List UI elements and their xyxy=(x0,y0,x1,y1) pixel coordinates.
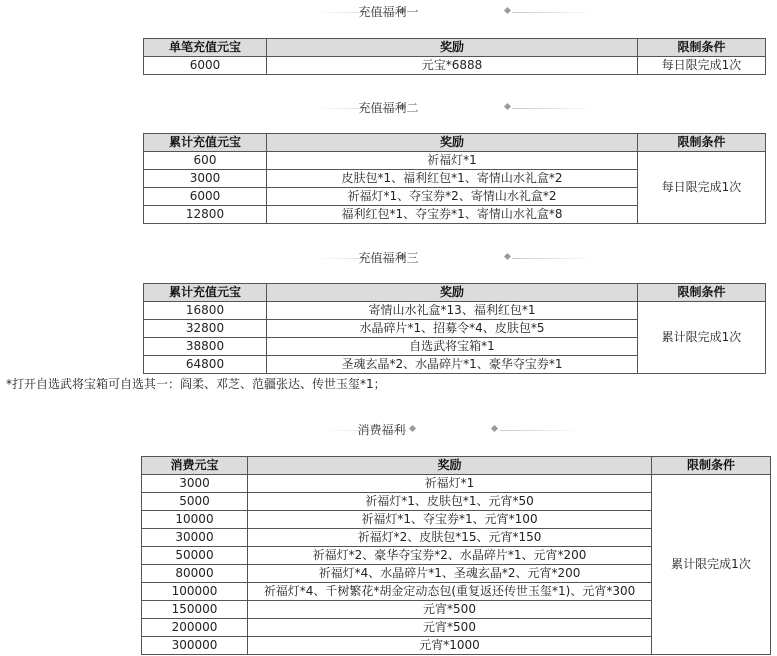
limit-cell: 累计限完成1次 xyxy=(638,302,766,374)
header-reward: 奖励 xyxy=(267,134,638,152)
heading-divider-right xyxy=(500,430,582,431)
amount-cell: 3000 xyxy=(144,170,267,188)
reward-cell: 祈福灯*2、豪华夺宝券*2、水晶碎片*1、元宵*200 xyxy=(248,547,652,565)
reward-cell: 祈福灯*4、水晶碎片*1、圣魂玄晶*2、元宵*200 xyxy=(248,565,652,583)
reward-cell: 祈福灯*4、千树繁花*胡金定动态包(重复返还传世玉玺*1)、元宵*300 xyxy=(248,583,652,601)
table-row xyxy=(144,152,766,170)
section-title: 充值福利三 xyxy=(358,251,419,265)
header-reward: 奖励 xyxy=(248,457,652,475)
header-amount: 累计充值元宝 xyxy=(144,284,267,302)
amount-cell: 200000 xyxy=(142,619,248,637)
heading-divider-right xyxy=(512,258,594,259)
reward-cell: 元宝*6888 xyxy=(267,57,638,75)
table-row xyxy=(144,302,766,320)
heading-divider-right xyxy=(512,108,594,109)
reward-cell: 祈福灯*1、夺宝券*2、寄情山水礼盒*2 xyxy=(267,188,638,206)
recharge-table-2 xyxy=(143,133,766,224)
reward-cell: 元宵*500 xyxy=(248,619,652,637)
header-limit: 限制条件 xyxy=(638,39,766,57)
amount-cell: 10000 xyxy=(142,511,248,529)
reward-cell: 祈福灯*2、皮肤包*15、元宵*150 xyxy=(248,529,652,547)
reward-cell: 圣魂玄晶*2、水晶碎片*1、豪华夺宝券*1 xyxy=(267,356,638,374)
amount-cell: 80000 xyxy=(142,565,248,583)
header-amount: 消费元宝 xyxy=(142,457,248,475)
limit-cell: 每日限完成1次 xyxy=(638,57,766,75)
reward-cell: 自选武将宝箱*1 xyxy=(267,338,638,356)
reward-cell: 福利红包*1、夺宝券*1、寄情山水礼盒*8 xyxy=(267,206,638,224)
header-reward: 奖励 xyxy=(267,284,638,302)
amount-cell: 16800 xyxy=(144,302,267,320)
amount-cell: 6000 xyxy=(144,188,267,206)
reward-cell: 水晶碎片*1、招募令*4、皮肤包*5 xyxy=(267,320,638,338)
table-header-row xyxy=(144,39,766,57)
recharge-table-1 xyxy=(143,38,766,75)
table-header-row xyxy=(144,134,766,152)
header-limit: 限制条件 xyxy=(638,134,766,152)
section-heading-1 xyxy=(0,2,777,22)
reward-cell: 皮肤包*1、福利红包*1、寄情山水礼盒*2 xyxy=(267,170,638,188)
section-title: 消费福利 xyxy=(357,423,406,437)
reward-cell: 祈福灯*1、夺宝券*1、元宵*100 xyxy=(248,511,652,529)
limit-cell: 每日限完成1次 xyxy=(638,152,766,224)
table-row xyxy=(144,57,766,75)
amount-cell: 3000 xyxy=(142,475,248,493)
section-heading-2 xyxy=(0,98,777,118)
consumption-table xyxy=(141,456,771,655)
section-title: 充值福利一 xyxy=(358,5,419,19)
reward-cell: 祈福灯*1 xyxy=(267,152,638,170)
amount-cell: 64800 xyxy=(144,356,267,374)
heading-divider-right xyxy=(512,12,594,13)
section-title: 充值福利二 xyxy=(358,101,419,115)
header-reward: 奖励 xyxy=(267,39,638,57)
reward-cell: 祈福灯*1、皮肤包*1、元宵*50 xyxy=(248,493,652,511)
amount-cell: 6000 xyxy=(144,57,267,75)
amount-cell: 150000 xyxy=(142,601,248,619)
reward-cell: 寄情山水礼盒*13、福利红包*1 xyxy=(267,302,638,320)
limit-cell: 累计限完成1次 xyxy=(652,475,771,655)
table-header-row xyxy=(144,284,766,302)
amount-cell: 12800 xyxy=(144,206,267,224)
header-amount: 单笔充值元宝 xyxy=(144,39,267,57)
reward-cell: 元宵*500 xyxy=(248,601,652,619)
section-heading-3 xyxy=(0,248,777,268)
amount-cell: 30000 xyxy=(142,529,248,547)
recharge-table-3 xyxy=(143,283,766,374)
amount-cell: 600 xyxy=(144,152,267,170)
header-limit: 限制条件 xyxy=(652,457,771,475)
amount-cell: 5000 xyxy=(142,493,248,511)
header-limit: 限制条件 xyxy=(638,284,766,302)
amount-cell: 32800 xyxy=(144,320,267,338)
amount-cell: 38800 xyxy=(144,338,267,356)
table-header-row xyxy=(142,457,771,475)
reward-cell: 祈福灯*1 xyxy=(248,475,652,493)
section-heading-4 xyxy=(0,420,777,440)
selection-note: *打开自选武将宝箱可自选其一：阎柔、邓芝、范疆张达、传世玉玺*1； xyxy=(6,377,386,391)
amount-cell: 300000 xyxy=(142,637,248,655)
reward-cell: 元宵*1000 xyxy=(248,637,652,655)
table-row xyxy=(142,475,771,493)
amount-cell: 50000 xyxy=(142,547,248,565)
amount-cell: 100000 xyxy=(142,583,248,601)
header-amount: 累计充值元宝 xyxy=(144,134,267,152)
